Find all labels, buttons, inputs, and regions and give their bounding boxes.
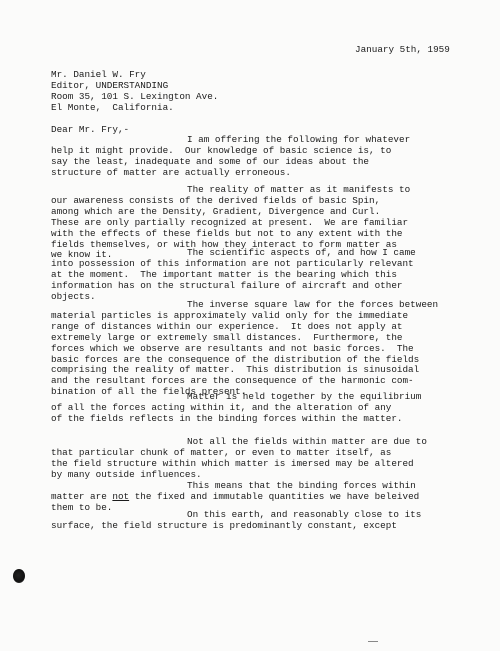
stray-mark [368, 641, 378, 642]
text-line: say the least, inadequate and some of our ideas about the [51, 155, 370, 167]
body-paragraph [51, 135, 465, 179]
text-line: surface, the field structure is predominantly constant, except [51, 519, 397, 531]
salutation: Dear Mr. Fry,- [51, 124, 130, 135]
text-line: at the moment. The important matter is the bearing which this [51, 268, 397, 280]
body-paragraph [51, 437, 465, 481]
text-line: objects. [51, 290, 96, 302]
text-line: of the fields reflects in the binding forces within the matter. [51, 412, 403, 424]
text-line: These are only partially recognized at present. We are familiar [51, 216, 409, 228]
text-line: I am offering the following for whatever [187, 134, 411, 145]
text-segment: the fixed and immutable quantities we have beleived [129, 490, 420, 502]
text-line: and the resultant forces are the consequence of the harmonic com- [51, 375, 414, 387]
text-line: the field structure within which matter is imersed may be altered [51, 457, 414, 469]
punch-hole [13, 569, 25, 583]
text-line: basic forces are the consequence of the distribution of the fields [51, 353, 420, 365]
text-line: material particles is approximately valid only for the immediate [51, 309, 409, 321]
body-paragraph [51, 300, 465, 398]
text-line: among which are the Density, Gradient, Divergence and Curl. [51, 205, 381, 217]
text-line: The reality of matter as it manifests to [187, 184, 411, 195]
address-line: Mr. Daniel W. Fry [51, 69, 146, 80]
letter-date: January 5th, 1959 [355, 44, 450, 55]
text-line: extremely large or extremely small distances. Furthermore, the [51, 331, 403, 343]
text-line: that particular chunk of matter, or even to matter itself, as [51, 446, 392, 458]
text-segment: matter are [51, 490, 113, 502]
text-line: with the effects of these fields but not to any extent with the [51, 227, 403, 239]
text-line: range of distances within our experience. It does not apply at [51, 320, 403, 332]
text-line [51, 492, 465, 503]
recipient-address [51, 70, 218, 114]
text-line: by many outside influences. [51, 468, 202, 480]
text-line: The scientific aspects of, and how I came [187, 247, 416, 258]
text-line: them to be. [51, 501, 113, 513]
text-line: The inverse square law for the forces between [187, 299, 439, 310]
text-line: forces which we observe are resultants and not basic forces. The [51, 342, 414, 354]
text-line: information has on the structural failure of aircraft and other [51, 279, 403, 291]
text-line: This means that the binding forces within [187, 480, 416, 491]
address-line: Editor, UNDERSTANDING [51, 79, 169, 91]
body-paragraph [51, 392, 465, 425]
text-line: fields themselves, or with how they interact to form matter as [51, 238, 397, 250]
text-line: Matter is held together by the equilibrium [187, 391, 422, 402]
text-line: we know it. [51, 249, 113, 261]
body-paragraph [51, 510, 465, 532]
body-paragraph [51, 248, 465, 303]
address-line: Room 35, 101 S. Lexington Ave. [51, 90, 219, 102]
text-line: comprising the reality of matter. This distribution is sinusoidal [51, 364, 420, 376]
text-line: help it might provide. Our knowledge of basic science is, to [51, 144, 392, 156]
text-line: bination of all the fields present. [51, 386, 247, 398]
text-line: structure of matter are actually erroneous. [51, 166, 291, 178]
underlined-word: not [112, 490, 130, 502]
address-line: El Monte, California. [51, 101, 174, 113]
text-line: our awareness consists of the derived fields of basic Spin, [51, 194, 381, 206]
text-line: On this earth, and reasonably close to its [187, 509, 422, 520]
text-line: Not all the fields within matter are due to [187, 436, 427, 447]
text-line: into possession of this information are not particularly relevant [51, 257, 414, 269]
text-line: of all the forces acting within it, and the alteration of any [51, 401, 392, 413]
